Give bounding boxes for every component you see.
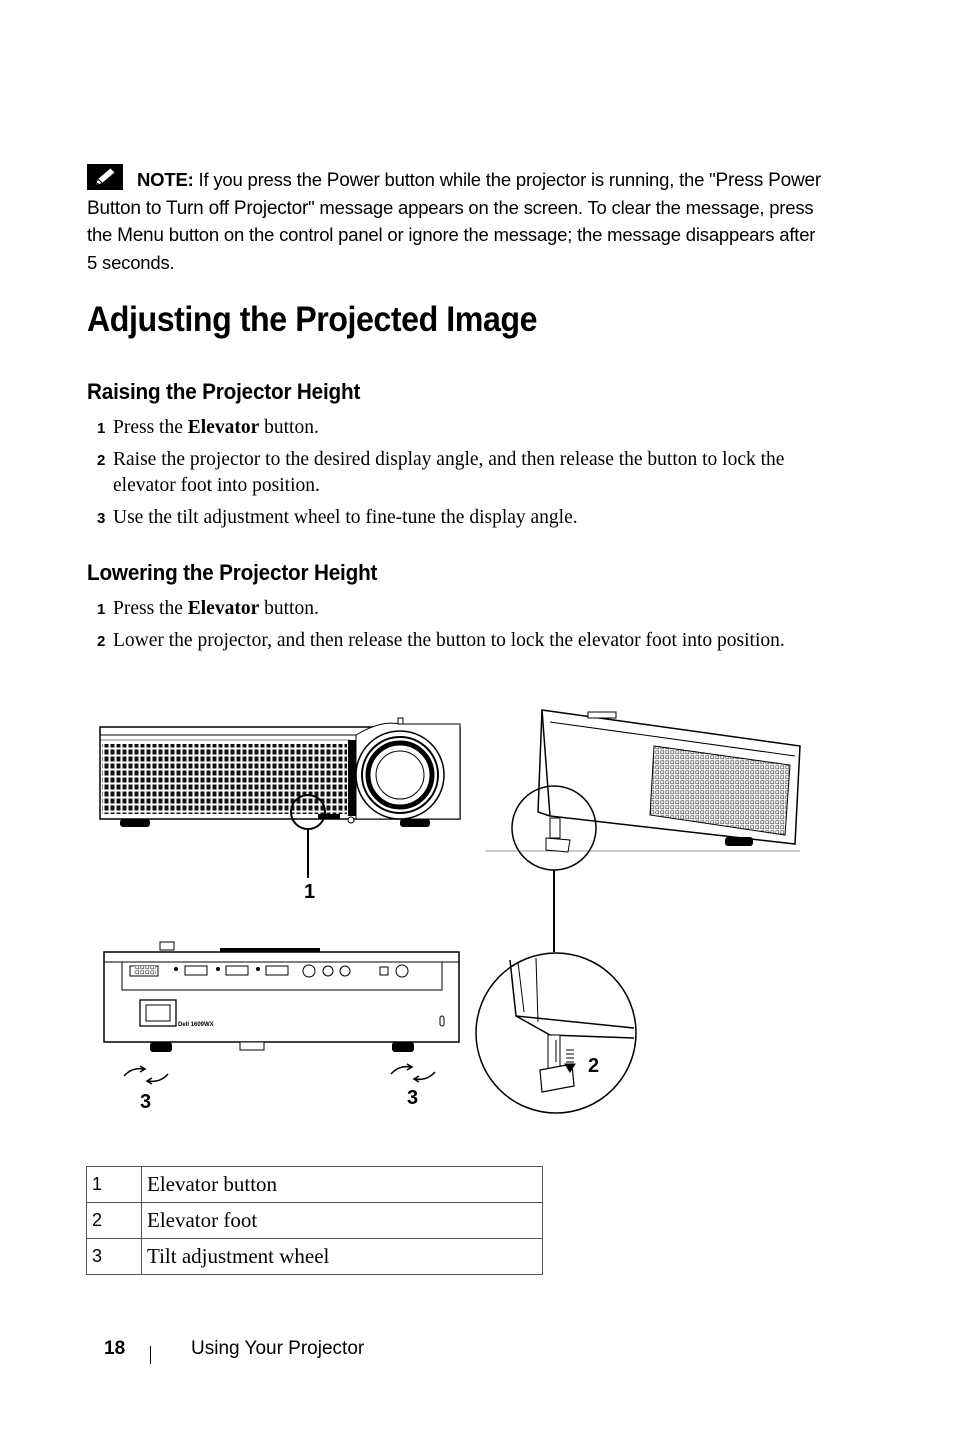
power-keyword: Power: [326, 170, 380, 191]
callout-2: 2: [588, 1055, 600, 1077]
note-text-4: button on the control panel or ignore the message; the message disappears after 5 seconds.: [87, 224, 816, 273]
lowering-steps: [97, 596, 817, 659]
elevator-foot-zoom: [476, 953, 636, 1113]
page-number: 18: [104, 1338, 126, 1359]
page-title: Adjusting the Projected Image: [87, 300, 538, 339]
raising-step-2: [97, 447, 817, 500]
legend-number: 3: [87, 1239, 142, 1275]
pencil-note-icon: [87, 164, 123, 190]
lowering-heading: Lowering the Projector Height: [87, 560, 378, 585]
raising-step-1: [97, 415, 817, 442]
legend-label: Elevator button: [142, 1167, 543, 1203]
step-text: Use the tilt adjustment wheel to fine-tune the display angle.: [113, 506, 578, 528]
step-text: Raise the projector to the desired display angle, and then release the button to lock the elevator foot into position.: [113, 448, 785, 496]
page-footer: [104, 1338, 364, 1360]
step-number: 1: [97, 601, 106, 618]
note-block: [87, 164, 827, 276]
note-label: NOTE:: [137, 169, 194, 190]
lowering-step-1: [97, 596, 817, 623]
footer-section: Using Your Projector: [191, 1338, 365, 1359]
step-text: button.: [259, 417, 319, 438]
projector-illustration: [80, 700, 810, 1130]
elevator-keyword: Elevator: [187, 598, 260, 619]
projector-side-view: [485, 710, 800, 952]
table-row: [87, 1203, 543, 1239]
raising-steps: [97, 415, 817, 536]
step-number: 1: [97, 420, 106, 437]
raising-heading: Raising the Projector Height: [87, 379, 361, 404]
elevator-keyword: Elevator: [187, 417, 260, 438]
rotate-arrow-icon: [391, 1064, 435, 1082]
step-number: 2: [97, 632, 106, 650]
footer-divider: [150, 1346, 151, 1364]
note-text-3: " message appears on the screen. To clear the message, press the: [87, 196, 814, 245]
projector-front-view: [100, 718, 460, 903]
press-power-message: Press Power Button to Turn off Projector: [87, 170, 822, 219]
callout-3a: 3: [140, 1091, 152, 1113]
note-text-1: If you press the: [193, 169, 327, 190]
rotate-arrow-icon: [124, 1066, 168, 1084]
projector-rear-view: [104, 942, 459, 1113]
model-label: Dell 1609WX: [178, 1022, 214, 1028]
legend-number: 2: [87, 1203, 142, 1239]
raising-step-3: [97, 505, 817, 532]
callout-1: 1: [304, 881, 316, 903]
step-text: Press the: [113, 598, 188, 619]
table-row: [87, 1167, 543, 1203]
legend-label: Elevator foot: [142, 1203, 543, 1239]
step-text: button.: [259, 598, 319, 619]
table-row: [87, 1239, 543, 1275]
legend-number: 1: [87, 1167, 142, 1203]
step-text: Press the: [113, 417, 188, 438]
menu-keyword: Menu: [117, 225, 164, 246]
legend-label: Tilt adjustment wheel: [142, 1239, 543, 1275]
lowering-step-2: [97, 628, 817, 655]
step-number: 2: [97, 451, 106, 469]
step-text: Lower the projector, and then release the button to lock the elevator foot into position.: [113, 629, 785, 651]
step-number: 3: [97, 509, 106, 527]
callout-legend-table: [86, 1166, 543, 1275]
callout-3b: 3: [407, 1087, 419, 1109]
note-text-2: button while the projector is running, the ": [379, 169, 716, 190]
